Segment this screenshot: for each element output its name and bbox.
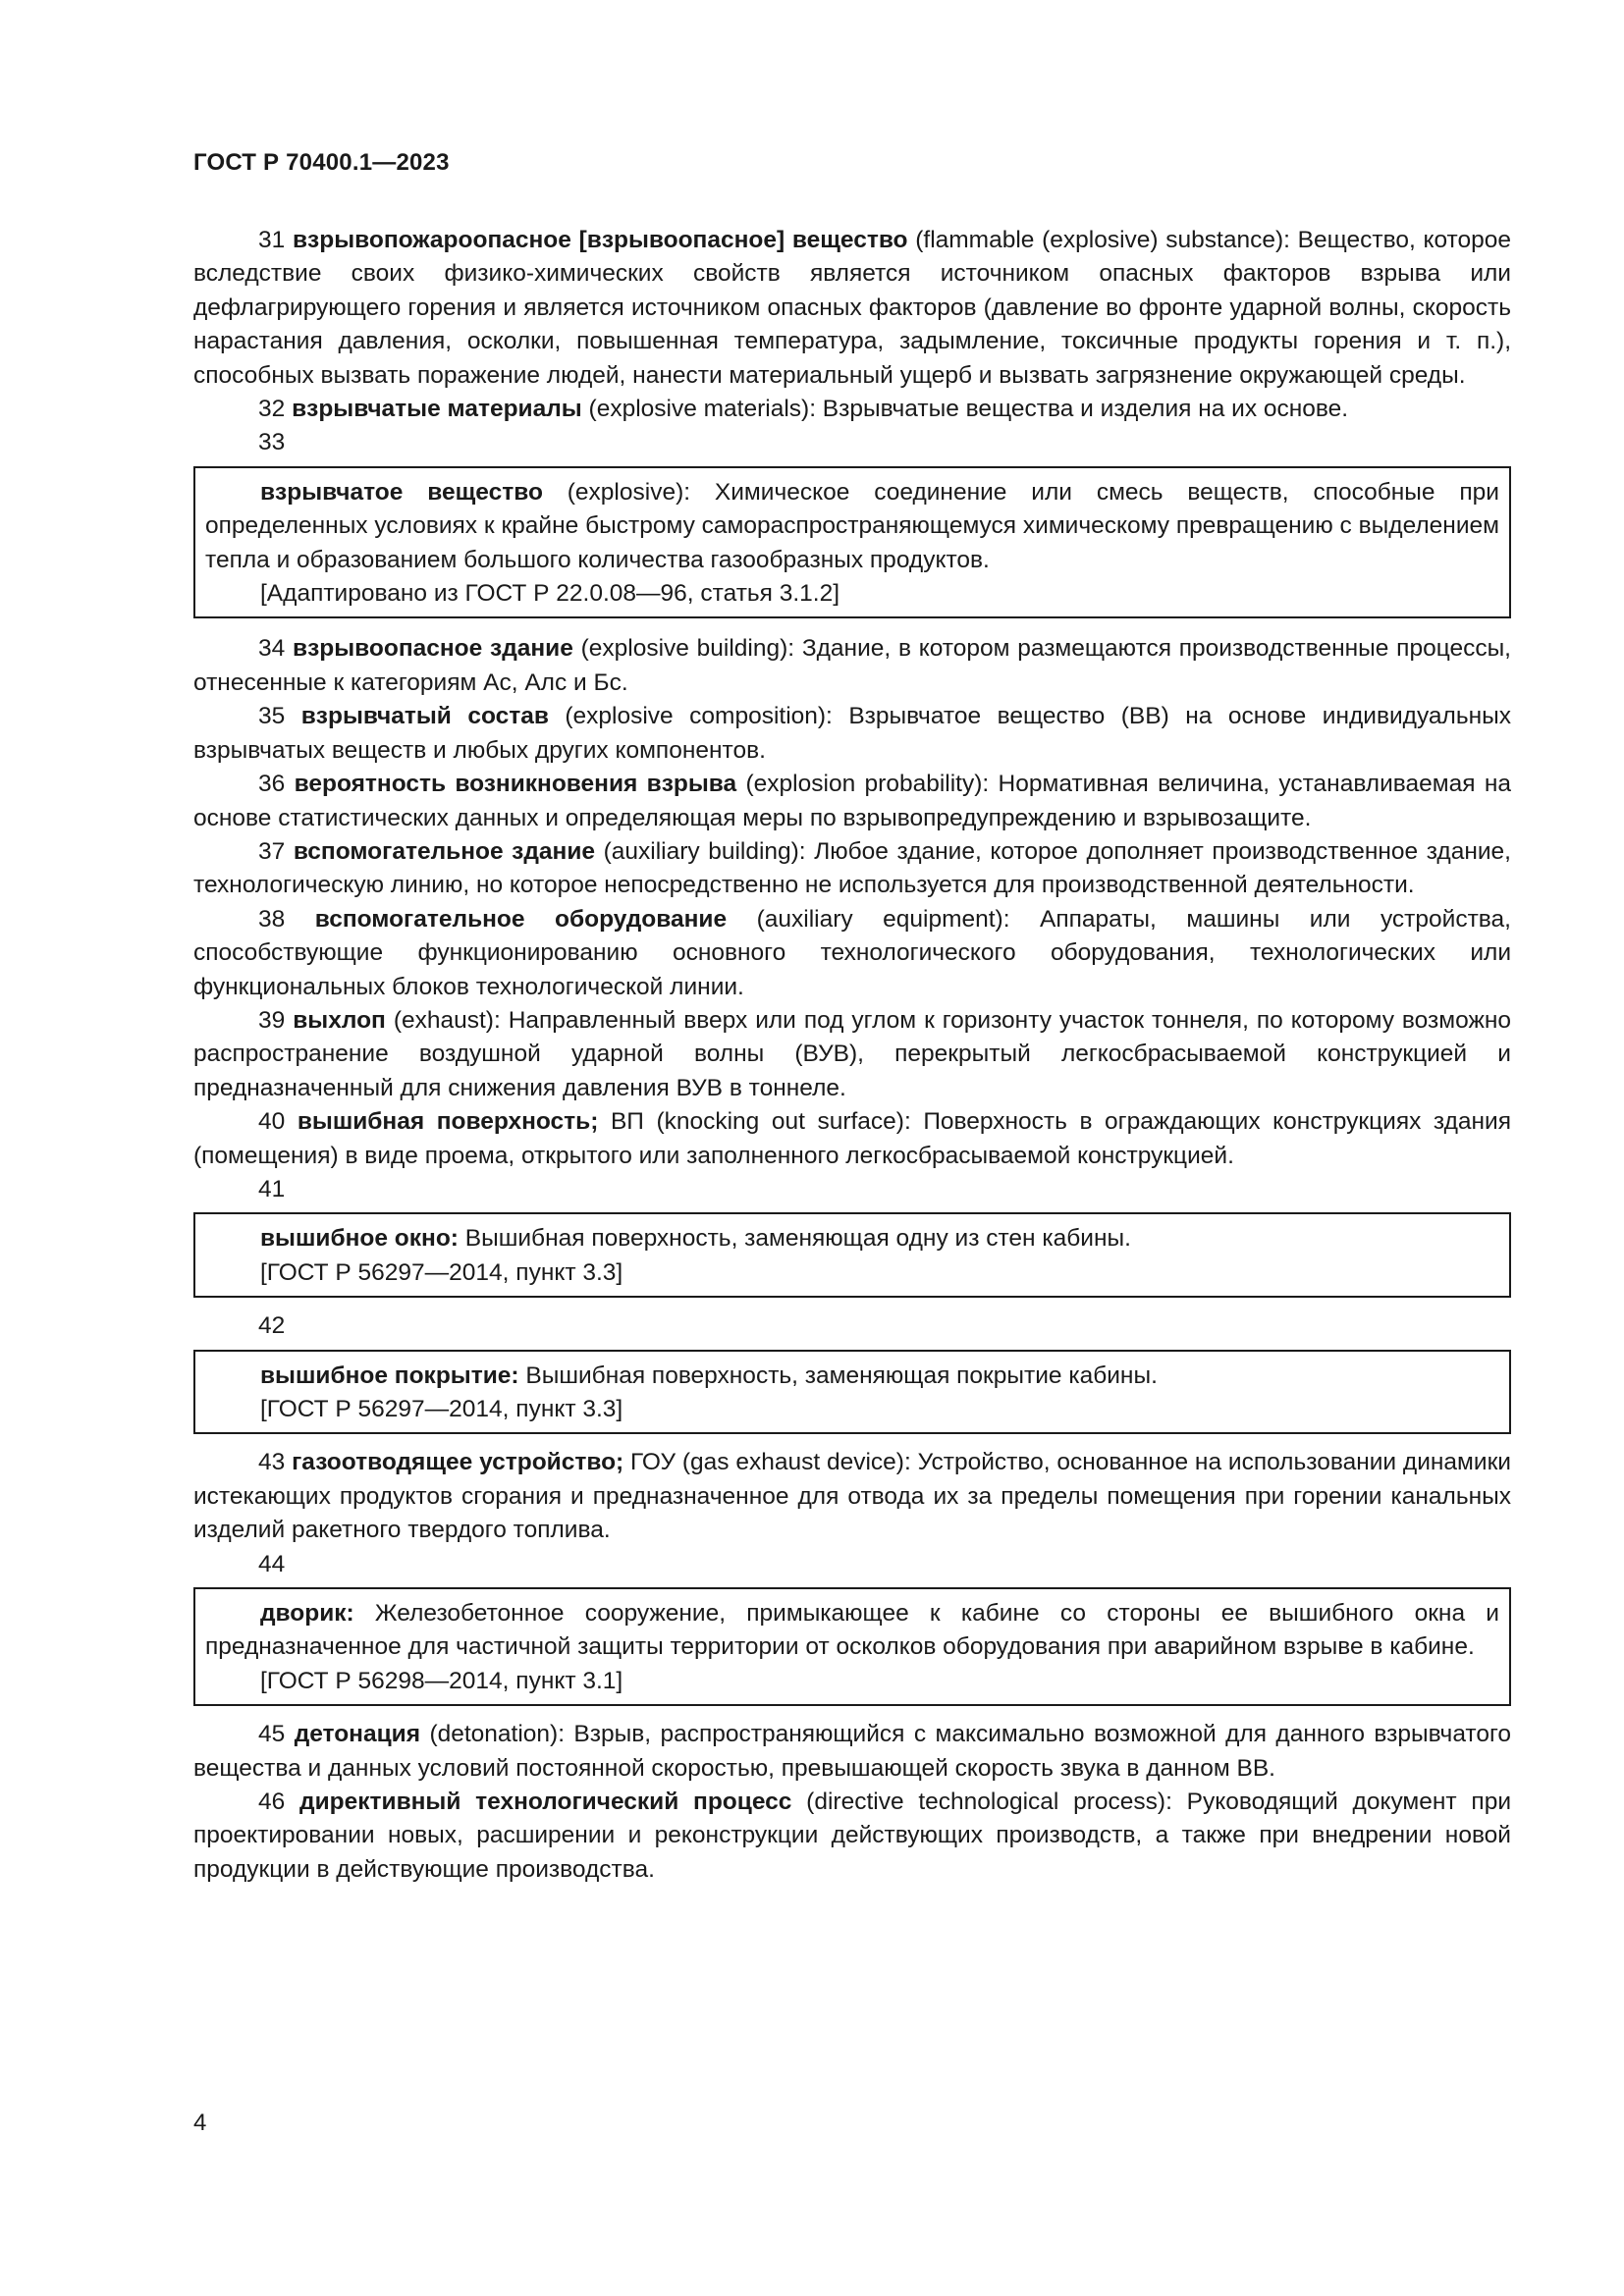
entry-number-33: 33: [258, 429, 286, 456]
entry-number: 38: [258, 905, 286, 933]
entry-definition: (auxiliary building): Любое здание, которое дополняет производственное здание, технологическую линию, но которое непосредственно не используется для производственной деятельности.: [193, 837, 1511, 899]
entry-definition: ВП (knocking out surface): Поверхность в ограждающих конструкциях здания (помещения) в виде проема, открытого или заполненного легкосбрасываемой конструкцией.: [193, 1108, 1511, 1169]
boxed-term-entry-33: [193, 466, 1511, 619]
entry-definition: (explosion probability): Нормативная величина, устанавливаемая на основе статистических данных и определяющая меры по взрывопредупреждению и взрывозащите.: [193, 771, 1512, 831]
entry-definition: (explosive materials): Взрывчатые вещества и изделия на их основе.: [581, 396, 1349, 423]
entry-definition: Вышибная поверхность, заменяющая одну из стен кабины.: [458, 1225, 1131, 1253]
boxed-entry-text: [205, 1222, 1499, 1255]
boxed-entry-text: [205, 1360, 1499, 1393]
entry-definition: (directive technological process): Руководящий документ при проектировании новых, расширении и реконструкции действующих производств, а также при внедрении новой продукции в действующие производства.: [193, 1789, 1512, 1883]
entry-number: 34: [258, 635, 286, 663]
term-entry-38: [193, 903, 1511, 1004]
term-entry-32: [193, 393, 1511, 426]
term-entry-45: [193, 1718, 1511, 1786]
term-entry-35: [193, 700, 1511, 768]
entry-term: вышибное покрытие:: [260, 1362, 519, 1389]
entry-number: 31: [258, 227, 286, 253]
entry-source: [ГОСТ Р 56297—2014, пункт 3.3]: [260, 1258, 623, 1286]
entry-definition: (explosive building): Здание, в котором размещаются производственные процессы, отнесенные к категориям Ас, Алс и Бс.: [193, 635, 1511, 696]
boxed-entry-text: [205, 476, 1499, 577]
entry-term: взрывчатое вещество: [260, 478, 543, 506]
entry-number: 43: [258, 1449, 286, 1476]
entry-number: 39: [258, 1006, 286, 1034]
term-entry-37: [193, 835, 1511, 903]
entry-source: [ГОСТ Р 56297—2014, пункт 3.3]: [260, 1396, 623, 1422]
entry-definition: (flammable (explosive) substance): Вещество, которое вследствие своих физико-химических свойств является источником опасных факторов взрыва или дефлагрирующего горения и является источником опасных факторов (давление во фронте ударной волны, скорость нарастания давления, осколки, повышенная температура, задымление, токсичные продукты горения и т. п.), способных вызвать поражение людей, нанести материальный ущерб и вызвать загрязнение окружающей среды.: [193, 227, 1511, 389]
entry-definition: (detonation): Взрыв, распространяющийся с максимально возможной для данного взрывчатого вещества и данных условий постоянной скоростью, превышающей скорость звука в данном ВВ.: [193, 1721, 1512, 1782]
entry-term: дворик:: [260, 1600, 354, 1628]
term-entry-40: [193, 1105, 1511, 1173]
entry-definition: (explosive): Химическое соединение или смесь веществ, способные при определенных условиях к крайне быстрому самораспространяющемуся химическому превращению с выделением тепла и образованием большого количества газообразных продуктов.: [205, 478, 1499, 573]
entry-term: вероятность возникновения взрыва: [294, 771, 737, 798]
entry-source: [ГОСТ Р 56298—2014, пункт 3.1]: [260, 1667, 623, 1694]
boxed-entry-text: [205, 1597, 1499, 1665]
entry-term: взрывчатый состав: [300, 703, 549, 730]
entry-term: взрывоопасное здание: [293, 635, 573, 663]
entry-definition: Вышибная поверхность, заменяющая покрытие кабины.: [518, 1362, 1158, 1389]
terms-list: [193, 224, 1511, 1887]
boxed-term-entry-44: [193, 1587, 1511, 1706]
entry-number: 40: [258, 1108, 286, 1136]
entry-term: вышибное окно:: [260, 1225, 459, 1253]
entry-number-41: 41: [258, 1175, 286, 1202]
entry-term: детонация: [294, 1721, 421, 1748]
boxed-term-entry-42: [193, 1350, 1511, 1435]
entry-term: директивный технологический процесс: [299, 1789, 792, 1816]
term-entry-39: [193, 1004, 1511, 1105]
entry-definition: (exhaust): Направленный вверх или под углом к горизонту участок тоннеля, по которому возможно распространение воздушной ударной волны (ВУВ), перекрытый легкосбрасываемой конструкцией и предназначенный для снижения давления ВУВ в тоннеле.: [193, 1006, 1511, 1101]
term-entry-46: [193, 1786, 1511, 1887]
entry-number-42: 42: [258, 1312, 286, 1340]
entry-source: [Адаптировано из ГОСТ Р 22.0.08—96, статья 3.1.2]: [260, 580, 840, 608]
boxed-term-entry-41: [193, 1212, 1511, 1298]
entry-term: вспомогательное здание: [293, 837, 596, 865]
term-entry-43: [193, 1446, 1511, 1547]
document-code-header: ГОСТ Р 70400.1—2023: [193, 149, 450, 176]
entry-definition: (explosive composition): Взрывчатое вещество (ВВ) на основе индивидуальных взрывчатых веществ и любых других компонентов.: [193, 703, 1512, 764]
entry-number: 46: [258, 1789, 286, 1816]
entry-term: взрывопожароопасное [взрывоопасное] вещество: [292, 227, 908, 253]
term-entry-34: [193, 632, 1511, 700]
entry-number: 45: [258, 1721, 286, 1748]
entry-term: газоотводящее устройство;: [292, 1449, 624, 1476]
term-entry-36: [193, 768, 1511, 835]
page-number: 4: [193, 2109, 207, 2136]
entry-number-44: 44: [258, 1550, 286, 1577]
entry-number: 35: [258, 703, 286, 730]
entry-definition: (auxiliary equipment): Аппараты, машины или устройства, способствующие функционированию основного технологического оборудования, технологических или функциональных блоков технологической линии.: [193, 905, 1511, 1000]
entry-definition: Железобетонное сооружение, примыкающее к кабине со стороны ее вышибного окна и предназначенное для частичной защиты территории от осколков оборудования при аварийном взрыве в кабине.: [205, 1600, 1499, 1661]
term-entry-31: [193, 224, 1511, 393]
entry-term: взрывчатые материалы: [292, 396, 582, 423]
entry-term: выхлоп: [293, 1006, 386, 1034]
entry-term: вспомогательное оборудование: [314, 905, 728, 933]
entry-number: 37: [258, 837, 286, 865]
entry-number: 32: [258, 396, 286, 423]
entry-definition: ГОУ (gas exhaust device): Устройство, основанное на использовании динамики истекающих продуктов сгорания и предназначенное для отвода их за пределы помещения при горении канальных изделий ракетного твердого топлива.: [193, 1449, 1511, 1544]
entry-term: вышибная поверхность;: [297, 1108, 599, 1136]
entry-number: 36: [258, 771, 286, 798]
